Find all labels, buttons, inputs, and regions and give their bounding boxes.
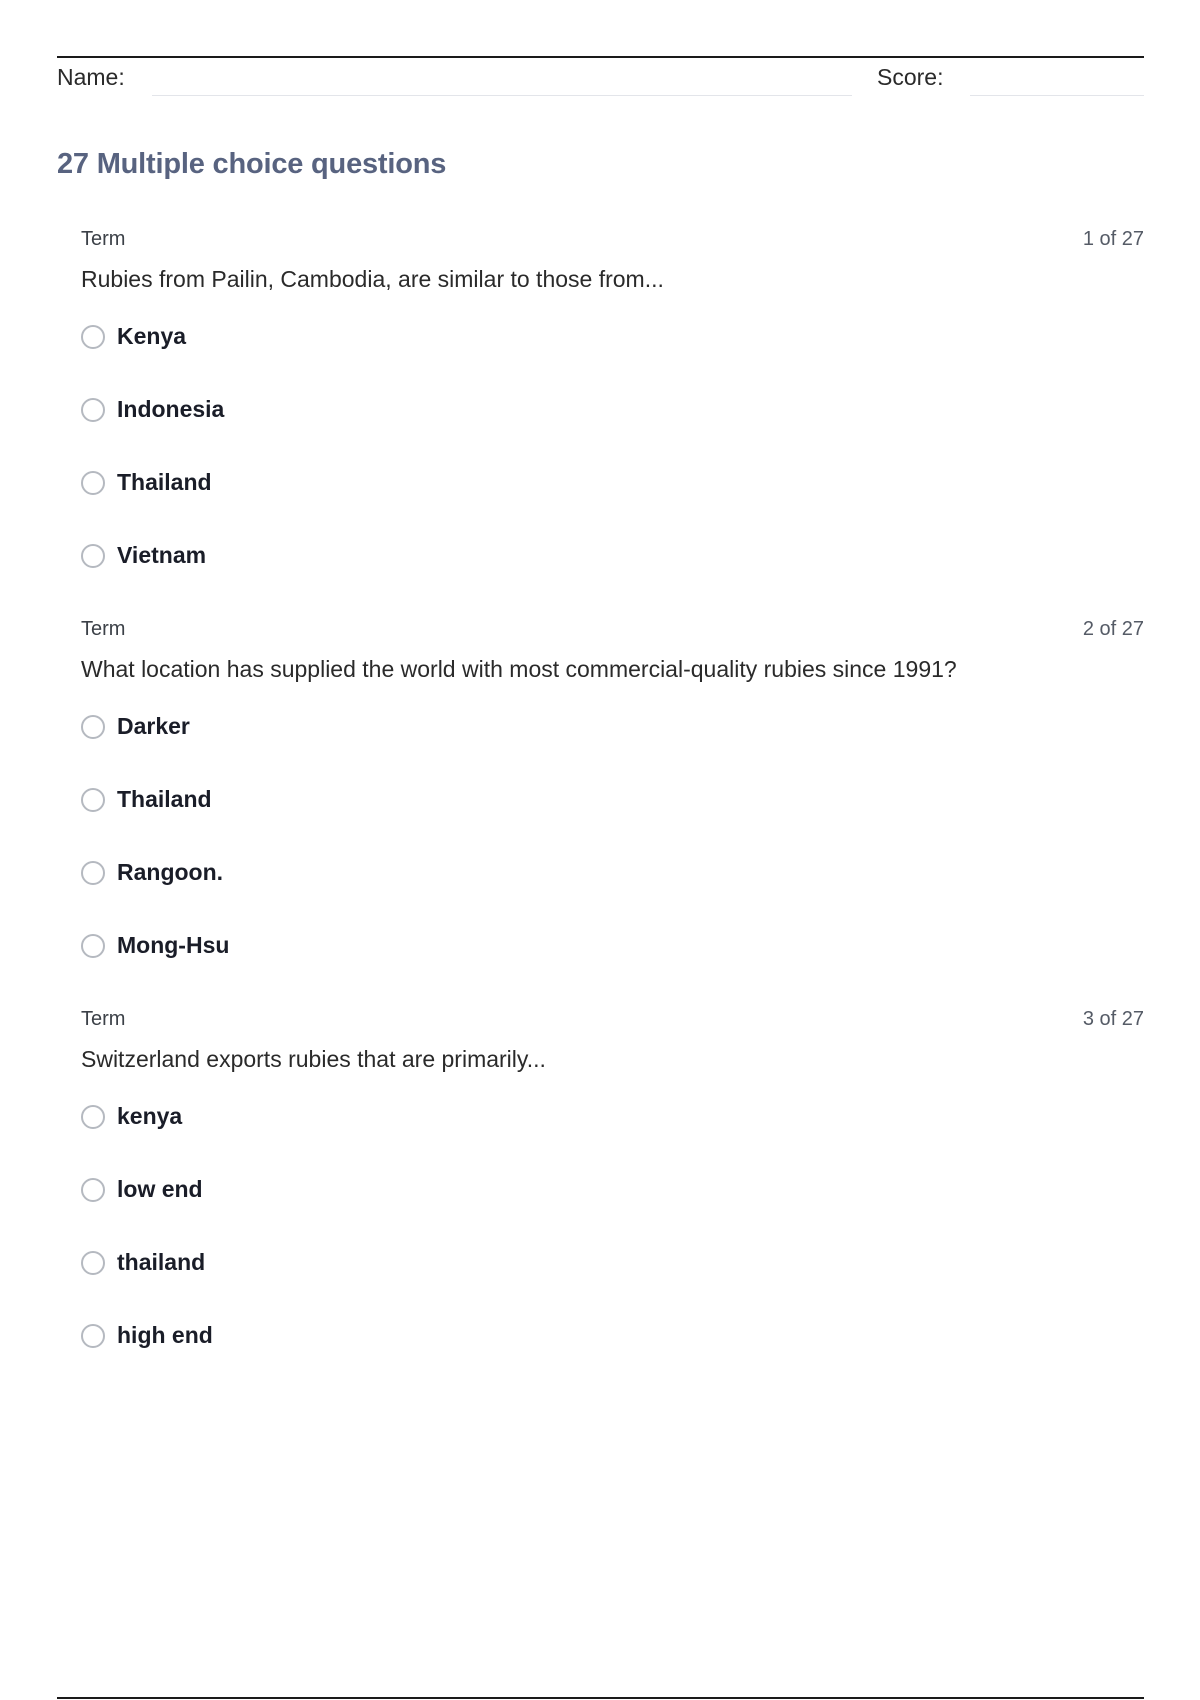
answer-option-label: low end (117, 1176, 203, 1202)
question-counter: 1 of 27 (1082, 228, 1144, 250)
answer-option-label: thailand (117, 1249, 206, 1275)
radio-button-icon[interactable] (81, 1251, 105, 1275)
answer-option[interactable] (81, 1080, 1144, 1153)
answer-option[interactable] (81, 1299, 1144, 1372)
radio-button-icon[interactable] (81, 861, 105, 885)
radio-button-icon[interactable] (81, 1324, 105, 1348)
answer-option[interactable] (81, 519, 1144, 592)
question-counter: 3 of 27 (1082, 1008, 1144, 1030)
question-counter: 2 of 27 (1082, 618, 1144, 640)
answer-option[interactable] (81, 300, 1144, 373)
bottom-rule (57, 1697, 1144, 1699)
answer-option[interactable] (81, 373, 1144, 446)
answer-option[interactable] (81, 1153, 1144, 1226)
top-rule (57, 56, 1144, 58)
answer-option-label: Mong-Hsu (117, 932, 230, 958)
answer-option[interactable] (81, 690, 1144, 763)
score-input-line[interactable] (970, 95, 1144, 96)
radio-button-icon[interactable] (81, 1178, 105, 1202)
question-prompt: Switzerland exports rubies that are primarily... (81, 1046, 546, 1072)
answer-option-label: Vietnam (117, 542, 207, 568)
question-prompt: What location has supplied the world with most commercial-quality rubies since 1991? (81, 656, 957, 682)
answer-option[interactable] (81, 446, 1144, 519)
term-label: Term (81, 618, 126, 640)
answer-option-label: Darker (117, 713, 190, 739)
radio-button-icon[interactable] (81, 715, 105, 739)
term-label: Term (81, 1008, 126, 1030)
answer-option-label: Thailand (117, 786, 212, 812)
radio-button-icon[interactable] (81, 398, 105, 422)
answer-option-label: high end (117, 1322, 213, 1348)
answer-option[interactable] (81, 836, 1144, 909)
answer-option-label: Rangoon. (117, 859, 224, 885)
section-title: 27 Multiple choice questions (57, 148, 447, 180)
answer-option[interactable] (81, 1226, 1144, 1299)
answer-option-label: kenya (117, 1103, 183, 1129)
radio-button-icon[interactable] (81, 1105, 105, 1129)
term-label: Term (81, 228, 126, 250)
answer-options (81, 323, 1144, 592)
answer-option-label: Kenya (117, 323, 187, 349)
answer-option[interactable] (81, 763, 1144, 836)
name-label: Name: (57, 64, 125, 90)
radio-button-icon[interactable] (81, 325, 105, 349)
answer-option-label: Thailand (117, 469, 212, 495)
question-prompt: Rubies from Pailin, Cambodia, are similar to those from... (81, 266, 664, 292)
radio-button-icon[interactable] (81, 934, 105, 958)
radio-button-icon[interactable] (81, 471, 105, 495)
name-input-line[interactable] (152, 95, 852, 96)
radio-button-icon[interactable] (81, 544, 105, 568)
radio-button-icon[interactable] (81, 788, 105, 812)
answer-option-label: Indonesia (117, 396, 225, 422)
answer-options (81, 1103, 1144, 1372)
answer-options (81, 713, 1144, 982)
score-label: Score: (877, 64, 944, 90)
answer-option[interactable] (81, 909, 1144, 982)
worksheet-header (57, 60, 1144, 100)
